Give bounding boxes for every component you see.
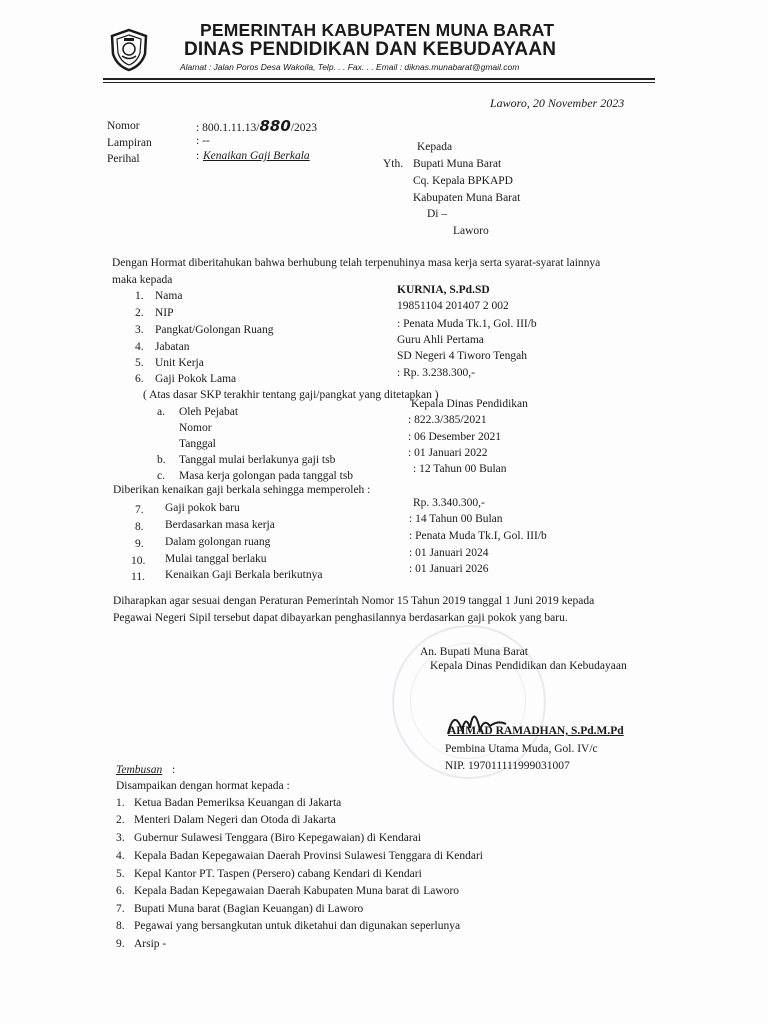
tembusan-no: 5. bbox=[116, 868, 125, 880]
closing-line-2: Pegawai Negeri Sipil tersebut dapat dibayarkan penghasilannya berdasarkan gaji pokok yang baru. bbox=[113, 612, 568, 624]
item-label: Gaji Pokok Lama bbox=[155, 373, 237, 385]
sub-no: b. bbox=[157, 454, 166, 466]
sub-value: : 06 Desember 2021 bbox=[408, 431, 501, 443]
item-no: 2. bbox=[135, 307, 144, 319]
item-label: Pangkat/Golongan Ruang bbox=[155, 324, 274, 336]
lampiran-label: Lampiran bbox=[107, 137, 152, 149]
nomor-value bbox=[196, 117, 317, 135]
item-value: : Penata Muda Tk.1, Gol. III/b bbox=[397, 318, 537, 330]
lampiran-value: : -- bbox=[196, 135, 210, 147]
item-value: KURNIA, S.Pd.SD bbox=[397, 284, 490, 296]
tembusan-no: 6. bbox=[116, 885, 125, 897]
sub-no: c. bbox=[157, 470, 165, 482]
item-no: 9. bbox=[135, 538, 144, 550]
item-label: Nama bbox=[155, 290, 183, 302]
tembusan-intro: Disampaikan dengan hormat kepada : bbox=[116, 780, 290, 792]
kop-line-1: PEMERINTAH KABUPATEN MUNA BARAT bbox=[200, 20, 555, 40]
tembusan-item: Kepala Badan Kepegawaian Daerah Kabupaten Muna barat di Laworo bbox=[134, 885, 460, 897]
item-label: Gaji pokok baru bbox=[165, 502, 240, 514]
item-value: : Penata Muda Tk.I, Gol. III/b bbox=[409, 530, 547, 542]
tembusan-colon: : bbox=[172, 764, 176, 776]
item-value: : 14 Tahun 00 Bulan bbox=[409, 513, 503, 525]
sub-label: Oleh Pejabat bbox=[179, 406, 239, 418]
tembusan-item: Pegawai yang bersangkutan untuk diketahui dan digunakan seperlunya bbox=[134, 920, 461, 932]
tembusan-no: 2. bbox=[116, 814, 125, 826]
kop-rule-thin bbox=[103, 82, 655, 83]
perihal-value: Kenaikan Gaji Berkala bbox=[203, 150, 310, 162]
recipient-line: Di – bbox=[427, 208, 448, 220]
item-label: Jabatan bbox=[155, 341, 190, 353]
tembusan-item: Ketua Badan Pemeriksa Keuangan di Jakarta bbox=[134, 797, 342, 809]
item-value: : 01 Januari 2024 bbox=[409, 547, 489, 559]
sub-value: : 822.3/385/2021 bbox=[408, 414, 487, 426]
item-label: Kenaikan Gaji Berkala berikutnya bbox=[165, 569, 323, 581]
item-value: SD Negeri 4 Tiworo Tengah bbox=[397, 350, 527, 362]
perihal-label: Perihal bbox=[107, 153, 140, 165]
tembusan-no: 7. bbox=[116, 903, 125, 915]
signature-nip: NIP. 197011111999031007 bbox=[445, 760, 570, 772]
sub-value: Kepala Dinas Pendidikan bbox=[411, 398, 528, 410]
signature-name: AHMAD RAMADHAN, S.Pd.M.Pd bbox=[448, 725, 624, 737]
nomor-label: Nomor bbox=[107, 120, 140, 132]
item-no: 5. bbox=[135, 357, 144, 369]
recipient-line: Cq. Kepala BPKAPD bbox=[413, 175, 513, 187]
tembusan-item: Menteri Dalam Negeri dan Otoda di Jakarta bbox=[134, 814, 336, 826]
item-value: : 01 Januari 2026 bbox=[409, 563, 489, 575]
diberikan-line: Diberikan kenaikan gaji berkala sehingga memperoleh : bbox=[113, 484, 371, 496]
item-value: Rp. 3.340.300,- bbox=[413, 497, 485, 509]
item-no: 4. bbox=[135, 341, 144, 353]
item-no: 11. bbox=[131, 571, 145, 583]
item-label: Unit Kerja bbox=[155, 357, 204, 369]
sub-no: a. bbox=[157, 406, 165, 418]
tembusan-item: Bupati Muna barat (Bagian Keuangan) di Laworo bbox=[134, 903, 364, 915]
sub-label: Masa kerja golongan pada tanggal tsb bbox=[179, 470, 354, 482]
date-place: Laworo, 20 November 2023 bbox=[490, 96, 625, 110]
signature-rank: Pembina Utama Muda, Gol. IV/c bbox=[445, 743, 598, 755]
item-no: 7. bbox=[135, 504, 144, 516]
opening-line-1: Dengan Hormat diberitahukan bahwa berhubung telah terpenuhinya masa kerja serta syarat-syarat lainnya bbox=[112, 257, 601, 269]
item-no: 10. bbox=[131, 555, 146, 567]
nomor-prefix: : 800.1.11.13/ bbox=[196, 122, 260, 134]
sub-label: Tanggal bbox=[179, 438, 216, 450]
tembusan-item: Arsip - bbox=[134, 938, 167, 950]
kop-line-2: DINAS PENDIDIKAN DAN KEBUDAYAAN bbox=[184, 39, 557, 60]
sub-value: : 12 Tahun 00 Bulan bbox=[413, 463, 507, 475]
recipient-line: Bupati Muna Barat bbox=[413, 158, 502, 170]
item-label: NIP bbox=[155, 307, 174, 319]
nomor-handwritten: 880 bbox=[259, 117, 291, 135]
item-value: Guru Ahli Pertama bbox=[397, 334, 484, 346]
sub-label: Tanggal mulai berlakunya gaji tsb bbox=[179, 454, 336, 466]
item-no: 8. bbox=[135, 521, 144, 533]
skp-note: ( Atas dasar SKP terakhir tentang gaji/pangkat yang ditetapkan ) bbox=[143, 389, 439, 401]
item-value: 19851104 201407 2 002 bbox=[397, 300, 509, 312]
item-label: Mulai tanggal berlaku bbox=[165, 553, 267, 565]
nomor-year: /2023 bbox=[290, 122, 317, 134]
signature-an: An. Bupati Muna Barat bbox=[420, 646, 528, 658]
sub-label: Nomor bbox=[179, 422, 212, 434]
sub-value: : 01 Januari 2022 bbox=[408, 447, 488, 459]
recipient-line: Kabupaten Muna Barat bbox=[413, 192, 521, 204]
tembusan-item: Gubernur Sulawesi Tenggara (Biro Kepegawaian) di Kendarai bbox=[134, 832, 422, 844]
signature-title: Kepala Dinas Pendidikan dan Kebudayaan bbox=[430, 660, 627, 672]
tembusan-title: Tembusan bbox=[116, 764, 163, 776]
item-no: 3. bbox=[135, 324, 144, 336]
kop-rule-thick bbox=[103, 78, 655, 80]
recipient-kepada: Kepada bbox=[417, 141, 453, 153]
tembusan-no: 4. bbox=[116, 850, 125, 862]
recipient-yth: Yth. bbox=[383, 158, 404, 170]
government-logo bbox=[108, 28, 150, 72]
item-no: 1. bbox=[135, 290, 144, 302]
tembusan-item: Kepala Badan Kepegawaian Daerah Provinsi Sulawesi Tenggara di Kendari bbox=[134, 850, 483, 862]
item-label: Dalam golongan ruang bbox=[165, 536, 271, 548]
item-label: Berdasarkan masa kerja bbox=[165, 519, 275, 531]
tembusan-no: 8. bbox=[116, 920, 125, 932]
tembusan-item: Kepal Kantor PT. Taspen (Persero) cabang Kendari di Kendari bbox=[134, 868, 422, 880]
recipient-line: Laworo bbox=[453, 225, 489, 237]
tembusan-no: 9. bbox=[116, 938, 125, 950]
tembusan-no: 1. bbox=[116, 797, 125, 809]
tembusan-no: 3. bbox=[116, 832, 125, 844]
item-no: 6. bbox=[135, 373, 144, 385]
item-value: : Rp. 3.238.300,- bbox=[397, 367, 475, 379]
closing-line-1: Diharapkan agar sesuai dengan Peraturan Pemerintah Nomor 15 Tahun 2019 tanggal 1 Juni 2019 kepada bbox=[113, 595, 595, 607]
opening-line-2: maka kepada bbox=[112, 274, 173, 286]
kop-address: Alamat : Jalan Poros Desa Wakoila, Telp. . . Fax. . . Email : diknas.munabarat@gmail.com bbox=[180, 62, 520, 72]
perihal-colon: : bbox=[196, 150, 200, 162]
